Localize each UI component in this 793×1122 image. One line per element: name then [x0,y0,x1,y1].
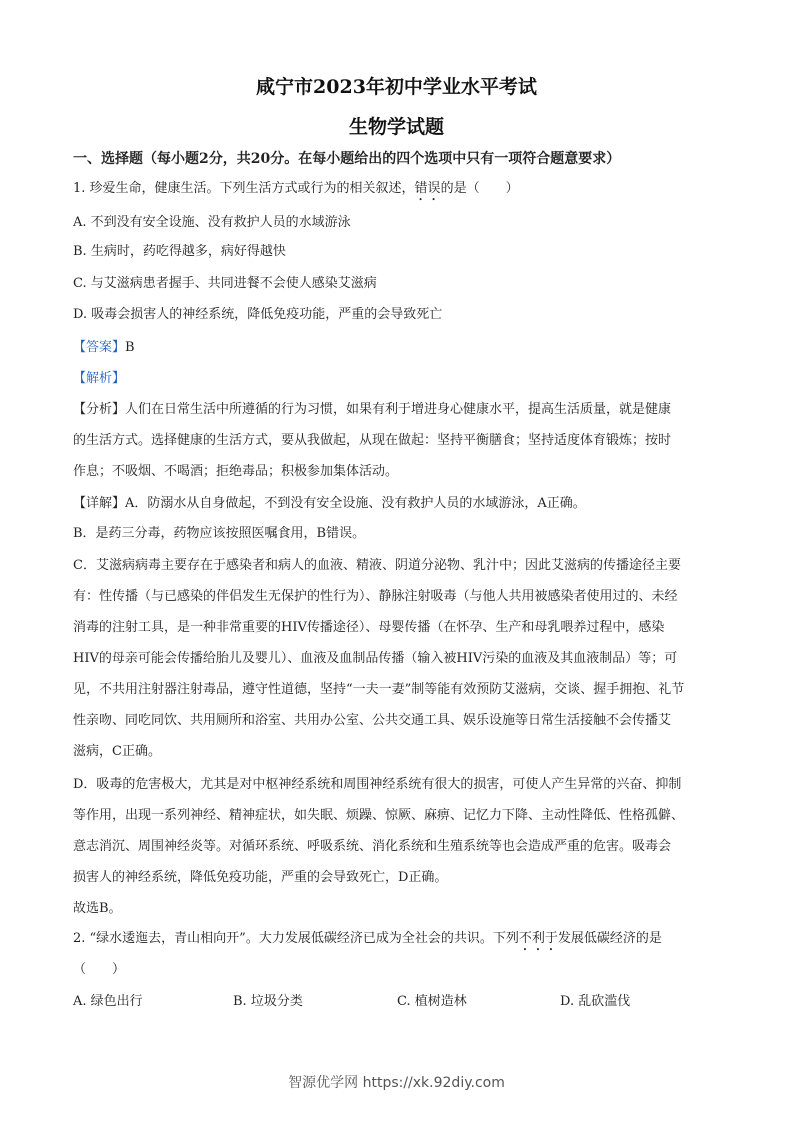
explanation-d-line-2: 等作用，出现一系列神经、精神症状，如失眠、烦躁、惊厥、麻痹、记忆力下降、主动性降低、性格孤僻、 [73,808,685,823]
question-2-stem [73,930,733,954]
xiangjie-tag: 【详解】 [73,496,126,511]
exam-subtitle: 生物学试题 [348,116,444,138]
explanation-d-line-1: D．吸毒的危害极大，尤其是对中枢神经系统和周围神经系统有很大的损害，可使人产生异常的兴奋、抑制 [73,777,682,792]
fenxi-text-1: 人们在日常生活中所遵循的行为习惯，如果有利于增进身心健康水平，提高生活质量，就是健康 [125,402,672,417]
fenxi-tag: 【分析】 [73,402,126,417]
explanation-c-line-1: C．艾滋病病毒主要存在于感染者和病人的血液、精液、阴道分泌物、乳汁中；因此艾滋病的传播途径主要 [73,558,681,573]
question-2-option-a: A. 绿色出行 [73,994,143,1009]
answer-line [73,339,733,357]
answer-value: B [125,340,135,355]
explanation-c-line-7: 滋病，C正确。 [73,744,161,759]
question-2-option-b: B. 垃圾分类 [233,994,303,1009]
explanation-c-line-3: 消毒的注射工具，是一种非常重要的HIV传播途径）、母婴传播（在怀孕、生产和母乳喂养过程中，感染 [73,620,665,635]
section-heading: 一、选择题（每小题2分，共20分。在每小题给出的四个选项中只有一项符合题意要求） [73,151,621,167]
exam-title: 咸宁市2023年初中学业水平考试 [256,76,537,98]
question-2-emphasis: 不利于 [518,931,558,946]
fenxi-line-2: 的生活方式。选择健康的生活方式，要从我做起，从现在做起：坚持平衡膳食；坚持适度体育锻炼；按时 [73,433,672,448]
question-1-option-a: A. 不到没有安全设施、没有救护人员的水域游泳 [73,215,351,230]
question-2-stem-post: 发展低碳经济的是 [557,931,662,946]
question-1-option-b: B. 生病时，药吃得越多，病好得越快 [73,244,286,259]
question-1-emphasis: 错误 [414,181,441,196]
question-1-stem-pre: 1. 珍爱生命，健康生活。下列生活方式或行为的相关叙述， [73,181,415,196]
explanation-c-line-4: HIV的母亲可能会传播给胎儿及婴儿）、血液及血制品传播（输入被HIV污染的血液及其血液制品）等；可 [73,651,678,666]
question-2-paren: （ ） [73,962,126,977]
xiangjie-line-a [73,495,733,513]
watermark-footer: 智源优学网 https://xk.92diy.com [288,1075,505,1091]
xiangjie-a-text: A．防溺水从自身做起，不到没有安全设施、没有救护人员的水域游泳，A正确。 [125,496,586,511]
question-1-stem [73,180,733,204]
question-2-option-c: C. 植树造林 [397,994,467,1009]
conclusion-line: 故选B。 [73,901,122,916]
question-1-option-d: D. 吸毒会损害人的神经系统，降低免疫功能，严重的会导致死亡 [73,307,443,322]
question-2-option-d: D. 乱砍滥伐 [560,994,631,1009]
question-1-stem-post: 的是（ ） [440,181,519,196]
question-1-option-c: C. 与艾滋病患者握手、共同进餐不会使人感染艾滋病 [73,276,377,291]
explanation-d-line-4: 损害人的神经系统，降低免疫功能，严重的会导致死亡，D正确。 [73,870,448,885]
explanation-c-line-5: 见，不共用注射器注射毒品，遵守性道德，坚持“一夫一妻”制等能有效预防艾滋病，交谈、握手拥抱、礼节 [73,682,685,697]
explanation-c-line-6: 性亲吻、同吃同饮、共用厕所和浴室、共用办公室、公共交通工具、娱乐设施等日常生活接触不会传播艾 [73,713,672,728]
answer-tag: 【答案】 [73,340,126,355]
xiangjie-line-b: B．是药三分毒，药物应该按照医嘱食用，B错误。 [73,526,366,541]
analysis-tag: 【解析】 [73,371,126,386]
fenxi-line-3: 作息；不吸烟、不喝酒；拒绝毒品；积极参加集体活动。 [73,464,399,479]
fenxi-line-1 [73,401,733,419]
explanation-d-line-3: 意志消沉、周围神经炎等。对循环系统、呼吸系统、消化系统和生殖系统等也会造成严重的危害。吸毒会 [73,839,672,854]
question-2-stem-pre: 2. “绿水逶迤去，青山相向开”。大力发展低碳经济已成为全社会的共识。下列 [73,931,519,946]
explanation-c-line-2: 有：性传播（与已感染的伴侣发生无保护的性行为）、静脉注射吸毒（与他人共用被感染者使用过的、未经 [73,589,678,604]
